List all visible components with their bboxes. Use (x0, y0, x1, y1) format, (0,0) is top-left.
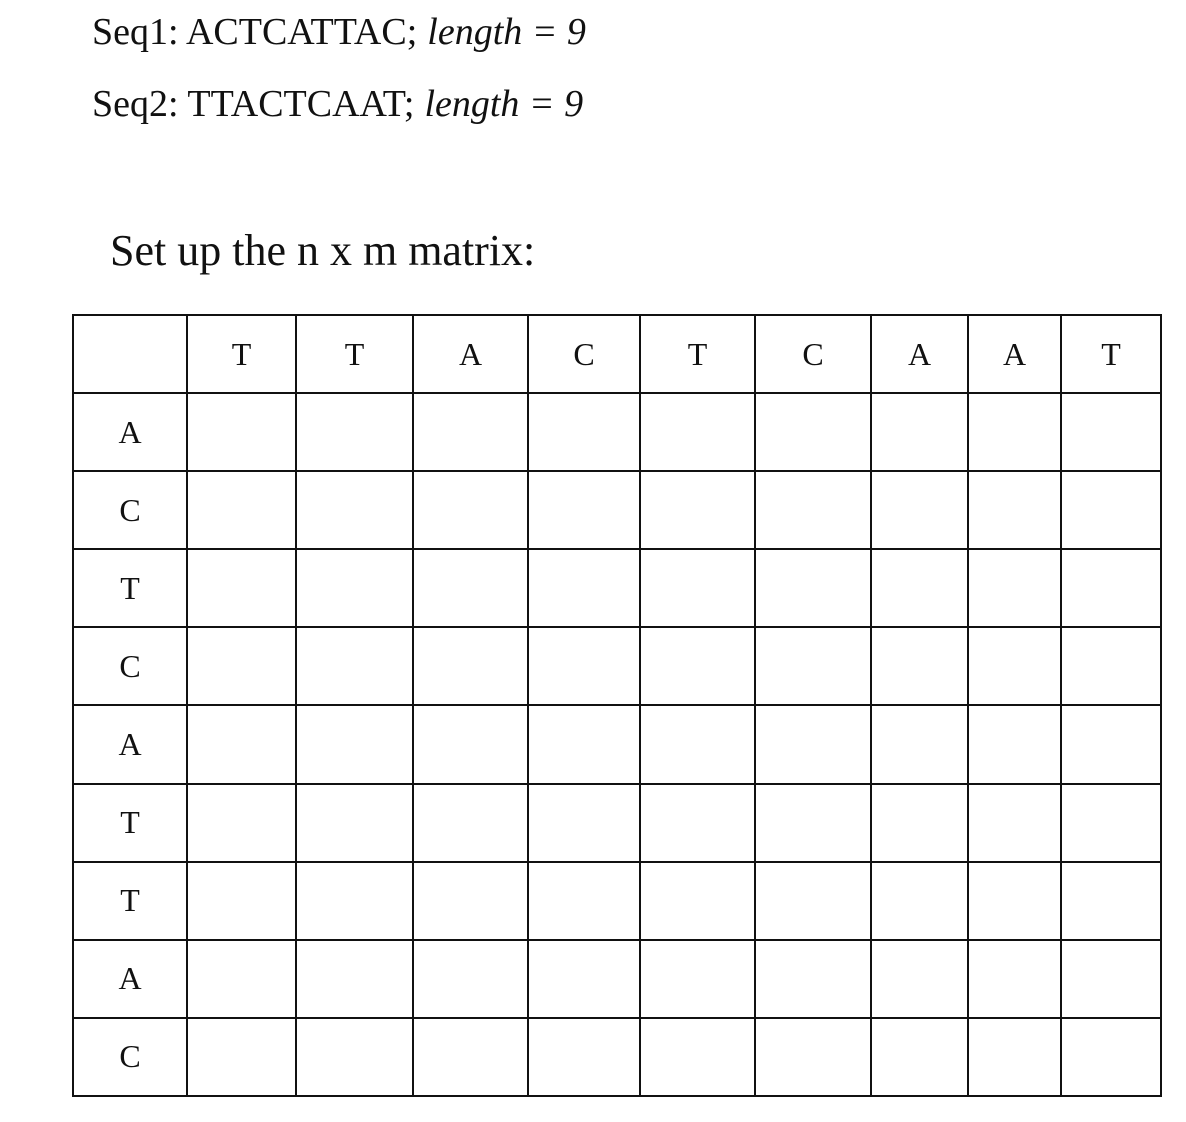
seq2-length: length = 9 (424, 83, 584, 125)
column-header-cell: C (755, 315, 871, 393)
matrix-cell (640, 1018, 755, 1096)
matrix-cell (755, 471, 871, 549)
matrix-cell (296, 705, 413, 783)
matrix-cell (1061, 1018, 1161, 1096)
matrix-cell (528, 940, 640, 1018)
seq1-line (92, 10, 586, 54)
instruction-heading: Set up the n x m matrix: (110, 226, 536, 275)
matrix-row (73, 705, 1161, 783)
seq2-line (92, 82, 583, 126)
matrix-cell (640, 940, 755, 1018)
matrix-cell (413, 705, 528, 783)
matrix-cell (413, 1018, 528, 1096)
matrix-cell (413, 393, 528, 471)
matrix-cell (871, 627, 968, 705)
row-header-cell: T (73, 549, 187, 627)
matrix-cell (1061, 471, 1161, 549)
column-header-cell: T (1061, 315, 1161, 393)
matrix-cell (871, 862, 968, 940)
matrix-cell (187, 549, 296, 627)
matrix-cell (968, 940, 1061, 1018)
matrix-cell (968, 784, 1061, 862)
matrix-row (73, 471, 1161, 549)
row-header-cell: C (73, 627, 187, 705)
row-header-cell: A (73, 940, 187, 1018)
matrix-cell (187, 1018, 296, 1096)
matrix-cell (640, 549, 755, 627)
matrix-cell (1061, 940, 1161, 1018)
seq1-length: length = 9 (427, 11, 586, 53)
matrix-cell (296, 627, 413, 705)
matrix-cell (871, 471, 968, 549)
matrix-cell (968, 393, 1061, 471)
matrix-row (73, 627, 1161, 705)
matrix-row (73, 1018, 1161, 1096)
matrix-cell (640, 627, 755, 705)
matrix-cell (528, 627, 640, 705)
matrix-cell (640, 471, 755, 549)
matrix-cell (755, 549, 871, 627)
matrix-cell (187, 940, 296, 1018)
matrix-cell (755, 705, 871, 783)
matrix-cell (187, 862, 296, 940)
matrix-cell (528, 393, 640, 471)
matrix-cell (413, 627, 528, 705)
matrix-cell (871, 940, 968, 1018)
matrix-cell (640, 393, 755, 471)
matrix-cell (755, 940, 871, 1018)
matrix-cell (296, 549, 413, 627)
matrix-row (73, 393, 1161, 471)
matrix-cell (1061, 549, 1161, 627)
matrix-cell (413, 549, 528, 627)
matrix-cell (755, 784, 871, 862)
matrix-row (73, 784, 1161, 862)
row-header-cell: C (73, 471, 187, 549)
matrix-cell (528, 705, 640, 783)
matrix-cell (755, 393, 871, 471)
column-header-cell: T (296, 315, 413, 393)
matrix-cell (968, 705, 1061, 783)
column-header-cell: A (968, 315, 1061, 393)
matrix-cell (968, 1018, 1061, 1096)
matrix-cell (1061, 627, 1161, 705)
matrix-cell (640, 705, 755, 783)
matrix-cell (968, 471, 1061, 549)
matrix-cell (528, 862, 640, 940)
matrix-cell (528, 549, 640, 627)
matrix-cell (640, 862, 755, 940)
row-header-cell: T (73, 784, 187, 862)
column-header-cell: T (187, 315, 296, 393)
column-header-cell: A (871, 315, 968, 393)
row-header-cell: T (73, 862, 187, 940)
matrix-cell (296, 862, 413, 940)
matrix-cell (968, 627, 1061, 705)
matrix-cell (871, 705, 968, 783)
matrix-cell (413, 862, 528, 940)
matrix-cell (413, 471, 528, 549)
matrix-cell (296, 393, 413, 471)
matrix-cell (755, 1018, 871, 1096)
matrix-header-row (73, 315, 1161, 393)
matrix-cell (1061, 784, 1161, 862)
row-header-cell: A (73, 705, 187, 783)
matrix-row (73, 862, 1161, 940)
matrix-cell (528, 1018, 640, 1096)
matrix-cell (871, 1018, 968, 1096)
matrix-cell (187, 471, 296, 549)
matrix-cell (187, 784, 296, 862)
matrix-cell (296, 940, 413, 1018)
matrix-cell (640, 784, 755, 862)
matrix-cell (187, 627, 296, 705)
matrix-cell (296, 471, 413, 549)
matrix-cell (871, 784, 968, 862)
matrix-cell (755, 627, 871, 705)
column-header-cell: C (528, 315, 640, 393)
matrix-cell (871, 393, 968, 471)
row-header-cell: C (73, 1018, 187, 1096)
matrix-cell (413, 784, 528, 862)
column-header-cell: A (413, 315, 528, 393)
matrix-cell (1061, 393, 1161, 471)
matrix-cell (871, 549, 968, 627)
matrix-corner-cell (73, 315, 187, 393)
matrix-cell (528, 784, 640, 862)
matrix-cell (968, 862, 1061, 940)
row-header-cell: A (73, 393, 187, 471)
alignment-matrix (72, 314, 1162, 1097)
matrix-cell (187, 705, 296, 783)
matrix-cell (528, 471, 640, 549)
matrix-row (73, 549, 1161, 627)
matrix-cell (968, 549, 1061, 627)
matrix-row (73, 940, 1161, 1018)
seq1-label: Seq1: ACTCATTAC; (92, 11, 418, 53)
matrix-cell (296, 1018, 413, 1096)
matrix-cell (413, 940, 528, 1018)
matrix-cell (755, 862, 871, 940)
matrix-cell (187, 393, 296, 471)
seq2-label: Seq2: TTACTCAAT; (92, 83, 415, 125)
matrix-cell (1061, 862, 1161, 940)
matrix-cell (1061, 705, 1161, 783)
matrix-cell (296, 784, 413, 862)
column-header-cell: T (640, 315, 755, 393)
